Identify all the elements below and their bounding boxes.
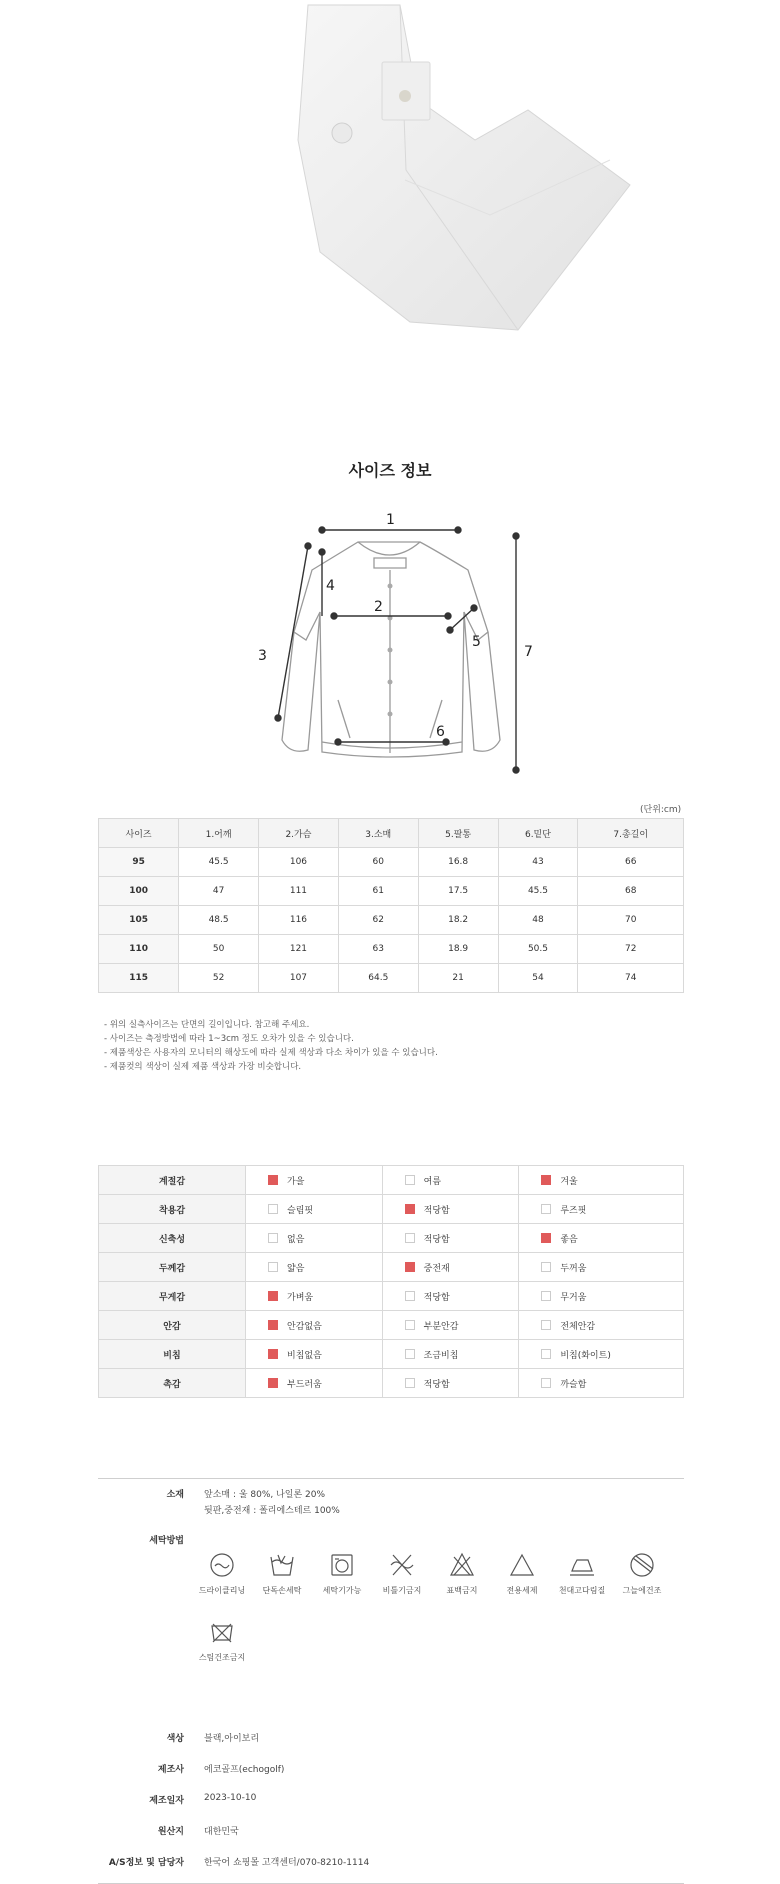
size-cell: 18.9	[418, 935, 498, 964]
size-cell: 100	[99, 877, 179, 906]
feel-label: 계절감	[99, 1166, 246, 1195]
size-cell: 54	[498, 964, 578, 993]
size-cell: 105	[99, 906, 179, 935]
unchecked-box-icon	[405, 1291, 415, 1301]
size-cell: 18.2	[418, 906, 498, 935]
feel-option-label: 적당함	[423, 1292, 450, 1303]
care-item	[192, 1618, 252, 1663]
dim-label-6: 6	[436, 724, 445, 740]
checked-box-icon	[541, 1233, 551, 1243]
care-item	[432, 1551, 492, 1596]
product-feel-table	[98, 1165, 684, 1398]
care-label: 그늘에건조	[622, 1586, 662, 1595]
feel-option-label: 여름	[423, 1176, 442, 1187]
size-cell: 50	[179, 935, 259, 964]
size-cell: 62	[338, 906, 418, 935]
feel-option	[246, 1253, 383, 1282]
size-cell: 110	[99, 935, 179, 964]
as-value: 한국어 쇼핑몰 고객센터/070-8210-1114	[204, 1858, 370, 1868]
size-table	[98, 818, 684, 993]
product-info-section	[98, 1478, 684, 1884]
size-cell: 63	[338, 935, 418, 964]
unchecked-box-icon	[268, 1233, 278, 1243]
feel-option	[246, 1282, 383, 1311]
feel-label: 안감	[99, 1311, 246, 1340]
care-item	[612, 1551, 672, 1596]
feel-option-label: 조금비침	[423, 1350, 459, 1361]
material-value	[184, 1487, 340, 1533]
feel-option-label: 무거움	[560, 1292, 587, 1303]
size-cell: 72	[578, 935, 684, 964]
unchecked-box-icon	[541, 1378, 551, 1388]
size-cell: 45.5	[498, 877, 578, 906]
table-row	[99, 1195, 684, 1224]
feel-option-label: 좋음	[560, 1234, 578, 1245]
unchecked-box-icon	[405, 1349, 415, 1359]
feel-label: 두께감	[99, 1253, 246, 1282]
feel-option-label: 없음	[287, 1234, 305, 1245]
note-line: - 제품컷의 색상이 실제 제품 색상과 가장 비슷합니다.	[104, 1062, 302, 1072]
feel-label: 무게감	[99, 1282, 246, 1311]
care-item	[312, 1551, 372, 1596]
feel-option	[246, 1369, 383, 1398]
unchecked-box-icon	[541, 1204, 551, 1214]
care-item	[372, 1551, 432, 1596]
checked-box-icon	[268, 1378, 278, 1388]
checked-box-icon	[268, 1175, 278, 1185]
unchecked-box-icon	[405, 1233, 415, 1243]
size-cell: 47	[179, 877, 259, 906]
table-row	[99, 964, 684, 993]
feel-option-label: 부드러움	[287, 1379, 322, 1390]
feel-option-label: 슬림핏	[287, 1205, 314, 1216]
feel-option	[246, 1311, 383, 1340]
checked-box-icon	[268, 1320, 278, 1330]
feel-label: 비침	[99, 1340, 246, 1369]
unchecked-box-icon	[541, 1349, 551, 1359]
size-cell: 115	[99, 964, 179, 993]
pants-product-image	[250, 0, 640, 335]
checked-box-icon	[268, 1349, 278, 1359]
size-cell: 17.5	[418, 877, 498, 906]
care-label: 전용세제	[506, 1586, 538, 1595]
info-label: 소재	[166, 1490, 184, 1500]
table-row	[99, 1253, 684, 1282]
care-label: 표백금지	[446, 1586, 478, 1595]
unchecked-box-icon	[405, 1320, 415, 1330]
feel-option	[519, 1311, 684, 1340]
care-item	[492, 1551, 552, 1596]
feel-option	[519, 1224, 684, 1253]
feel-option	[382, 1195, 519, 1224]
info-row-as	[98, 1855, 684, 1883]
dim-label-2: 2	[374, 599, 383, 615]
feel-option-label: 중전재	[423, 1263, 450, 1274]
feel-option-label: 얇음	[287, 1263, 305, 1274]
note-line: - 사이즈는 측정방법에 따라 1~3cm 정도 오차가 있을 수 있습니다.	[104, 1034, 354, 1044]
size-cell: 121	[259, 935, 339, 964]
note-line: - 제품색상은 사용자의 모니터의 해상도에 따라 실제 색상과 다소 차이가 있을 수 있습니다.	[104, 1048, 438, 1058]
info-row-care	[98, 1533, 684, 1731]
feel-option-label: 적당함	[423, 1234, 450, 1245]
feel-option	[382, 1340, 519, 1369]
unchecked-box-icon	[541, 1262, 551, 1272]
shade-dry-icon	[628, 1551, 656, 1579]
dim-label-4: 4	[326, 578, 335, 594]
size-cell: 48.5	[179, 906, 259, 935]
jacket-size-diagram	[250, 510, 540, 780]
size-col-header: 7.총길이	[578, 819, 684, 848]
size-col-header: 1.어깨	[179, 819, 259, 848]
care-label: 스팀건조금지	[198, 1653, 246, 1662]
info-label: 제조일자	[149, 1796, 184, 1806]
no-wring-icon	[388, 1551, 416, 1579]
table-row	[99, 877, 684, 906]
info-label: A/S정보 및 담당자	[108, 1858, 184, 1868]
care-label: 단독손세탁	[262, 1586, 302, 1595]
date-value: 2023-10-10	[204, 1793, 257, 1803]
feel-label: 착용감	[99, 1195, 246, 1224]
size-cell: 45.5	[179, 848, 259, 877]
info-row-material	[98, 1479, 684, 1533]
size-col-header: 5.팔통	[418, 819, 498, 848]
feel-option-label: 적당함	[423, 1205, 450, 1216]
unchecked-box-icon	[405, 1378, 415, 1388]
feel-option	[519, 1253, 684, 1282]
unchecked-box-icon	[541, 1291, 551, 1301]
no-tumble-dry-icon	[208, 1618, 236, 1646]
dim-label-3: 3	[258, 648, 267, 664]
feel-option-label: 겨울	[560, 1176, 578, 1187]
hand-wash-icon	[268, 1551, 296, 1579]
dim-label-7: 7	[524, 644, 533, 660]
checked-box-icon	[268, 1291, 278, 1301]
care-label: 세탁기가능	[322, 1586, 362, 1595]
machine-wash-no-icon	[328, 1551, 356, 1579]
feel-option	[519, 1369, 684, 1398]
note-line: - 위의 실측사이즈는 단면의 길이입니다. 참고해 주세요.	[104, 1020, 310, 1030]
size-cell: 106	[259, 848, 339, 877]
origin-value: 대한민국	[204, 1827, 239, 1837]
size-info-title: 사이즈 정보	[348, 461, 432, 480]
size-cell: 50.5	[498, 935, 578, 964]
special-detergent-icon	[508, 1551, 536, 1579]
care-item	[252, 1551, 312, 1596]
table-row	[99, 1224, 684, 1253]
feel-option	[382, 1224, 519, 1253]
feel-option	[246, 1224, 383, 1253]
unchecked-box-icon	[541, 1320, 551, 1330]
size-notes	[104, 1018, 438, 1074]
info-row-maker	[98, 1762, 684, 1793]
material-line: 뒷판,중전재 : 폴리에스테르 100%	[204, 1506, 340, 1516]
care-label: 천대고다림질	[558, 1586, 606, 1595]
care-label: 비틀기금지	[382, 1586, 422, 1595]
size-cell: 107	[259, 964, 339, 993]
info-row-date	[98, 1793, 684, 1824]
care-grid	[192, 1551, 672, 1685]
feel-option-label: 비침(화이트)	[560, 1350, 611, 1361]
info-label: 원산지	[157, 1827, 184, 1837]
feel-option	[382, 1311, 519, 1340]
feel-option-label: 두꺼움	[560, 1263, 587, 1274]
size-cell: 21	[418, 964, 498, 993]
feel-option	[382, 1166, 519, 1195]
care-label: 드라이클리닝	[198, 1586, 246, 1595]
table-row	[99, 935, 684, 964]
checked-box-icon	[405, 1262, 415, 1272]
size-col-header: 3.소매	[338, 819, 418, 848]
checked-box-icon	[541, 1175, 551, 1185]
color-value: 블랙,아이보리	[204, 1734, 260, 1744]
feel-option	[246, 1166, 383, 1195]
feel-option	[382, 1253, 519, 1282]
size-table-header	[99, 819, 684, 848]
size-cell: 52	[179, 964, 259, 993]
feel-option-label: 부분안감	[423, 1321, 459, 1332]
size-cell: 48	[498, 906, 578, 935]
unchecked-box-icon	[405, 1175, 415, 1185]
feel-option-label: 가벼움	[287, 1292, 314, 1303]
size-col-header: 6.밑단	[498, 819, 578, 848]
size-col-header: 2.가슴	[259, 819, 339, 848]
iron-cloth-icon	[568, 1551, 596, 1579]
feel-option	[519, 1195, 684, 1224]
feel-option	[246, 1340, 383, 1369]
care-icons	[184, 1533, 672, 1731]
table-row	[99, 1369, 684, 1398]
size-cell: 116	[259, 906, 339, 935]
feel-option-label: 적당함	[423, 1379, 450, 1390]
table-row	[99, 1340, 684, 1369]
unit-label: (단위:cm)	[640, 805, 682, 815]
maker-value: 에코골프(echogolf)	[204, 1765, 285, 1775]
table-row	[99, 1166, 684, 1195]
size-cell: 68	[578, 877, 684, 906]
feel-label: 촉감	[99, 1369, 246, 1398]
care-item	[192, 1551, 252, 1596]
feel-option-label: 전체안감	[560, 1321, 596, 1332]
info-label: 세탁방법	[149, 1536, 184, 1546]
dim-label-1: 1	[386, 512, 395, 528]
info-label: 제조사	[157, 1765, 184, 1775]
checked-box-icon	[405, 1204, 415, 1214]
feel-option	[246, 1195, 383, 1224]
table-row	[99, 1282, 684, 1311]
size-cell: 16.8	[418, 848, 498, 877]
size-cell: 64.5	[338, 964, 418, 993]
size-cell: 70	[578, 906, 684, 935]
feel-option	[519, 1166, 684, 1195]
feel-option-label: 루즈핏	[560, 1205, 587, 1216]
feel-option	[382, 1369, 519, 1398]
size-cell: 66	[578, 848, 684, 877]
table-row	[99, 848, 684, 877]
info-row-origin	[98, 1824, 684, 1855]
feel-label: 신축성	[99, 1224, 246, 1253]
feel-option-label: 비침없음	[287, 1350, 322, 1361]
feel-option	[519, 1282, 684, 1311]
table-row	[99, 1311, 684, 1340]
info-label: 색상	[166, 1734, 184, 1744]
size-cell: 43	[498, 848, 578, 877]
size-col-header: 사이즈	[99, 819, 179, 848]
feel-option-label: 가을	[287, 1176, 305, 1187]
size-cell: 60	[338, 848, 418, 877]
feel-option	[382, 1282, 519, 1311]
dry-clean-icon	[208, 1551, 236, 1579]
size-cell: 61	[338, 877, 418, 906]
no-bleach-icon	[448, 1551, 476, 1579]
size-cell: 74	[578, 964, 684, 993]
feel-option-label: 까슬함	[560, 1379, 587, 1390]
feel-option	[519, 1340, 684, 1369]
feel-option-label: 안감없음	[287, 1321, 322, 1332]
size-cell: 111	[259, 877, 339, 906]
unchecked-box-icon	[268, 1204, 278, 1214]
info-row-color	[98, 1731, 684, 1762]
size-cell: 95	[99, 848, 179, 877]
table-row	[99, 906, 684, 935]
material-line: 앞소매 : 울 80%, 나일론 20%	[204, 1490, 326, 1500]
unchecked-box-icon	[268, 1262, 278, 1272]
dim-label-5: 5	[472, 634, 481, 650]
care-item	[552, 1551, 612, 1596]
